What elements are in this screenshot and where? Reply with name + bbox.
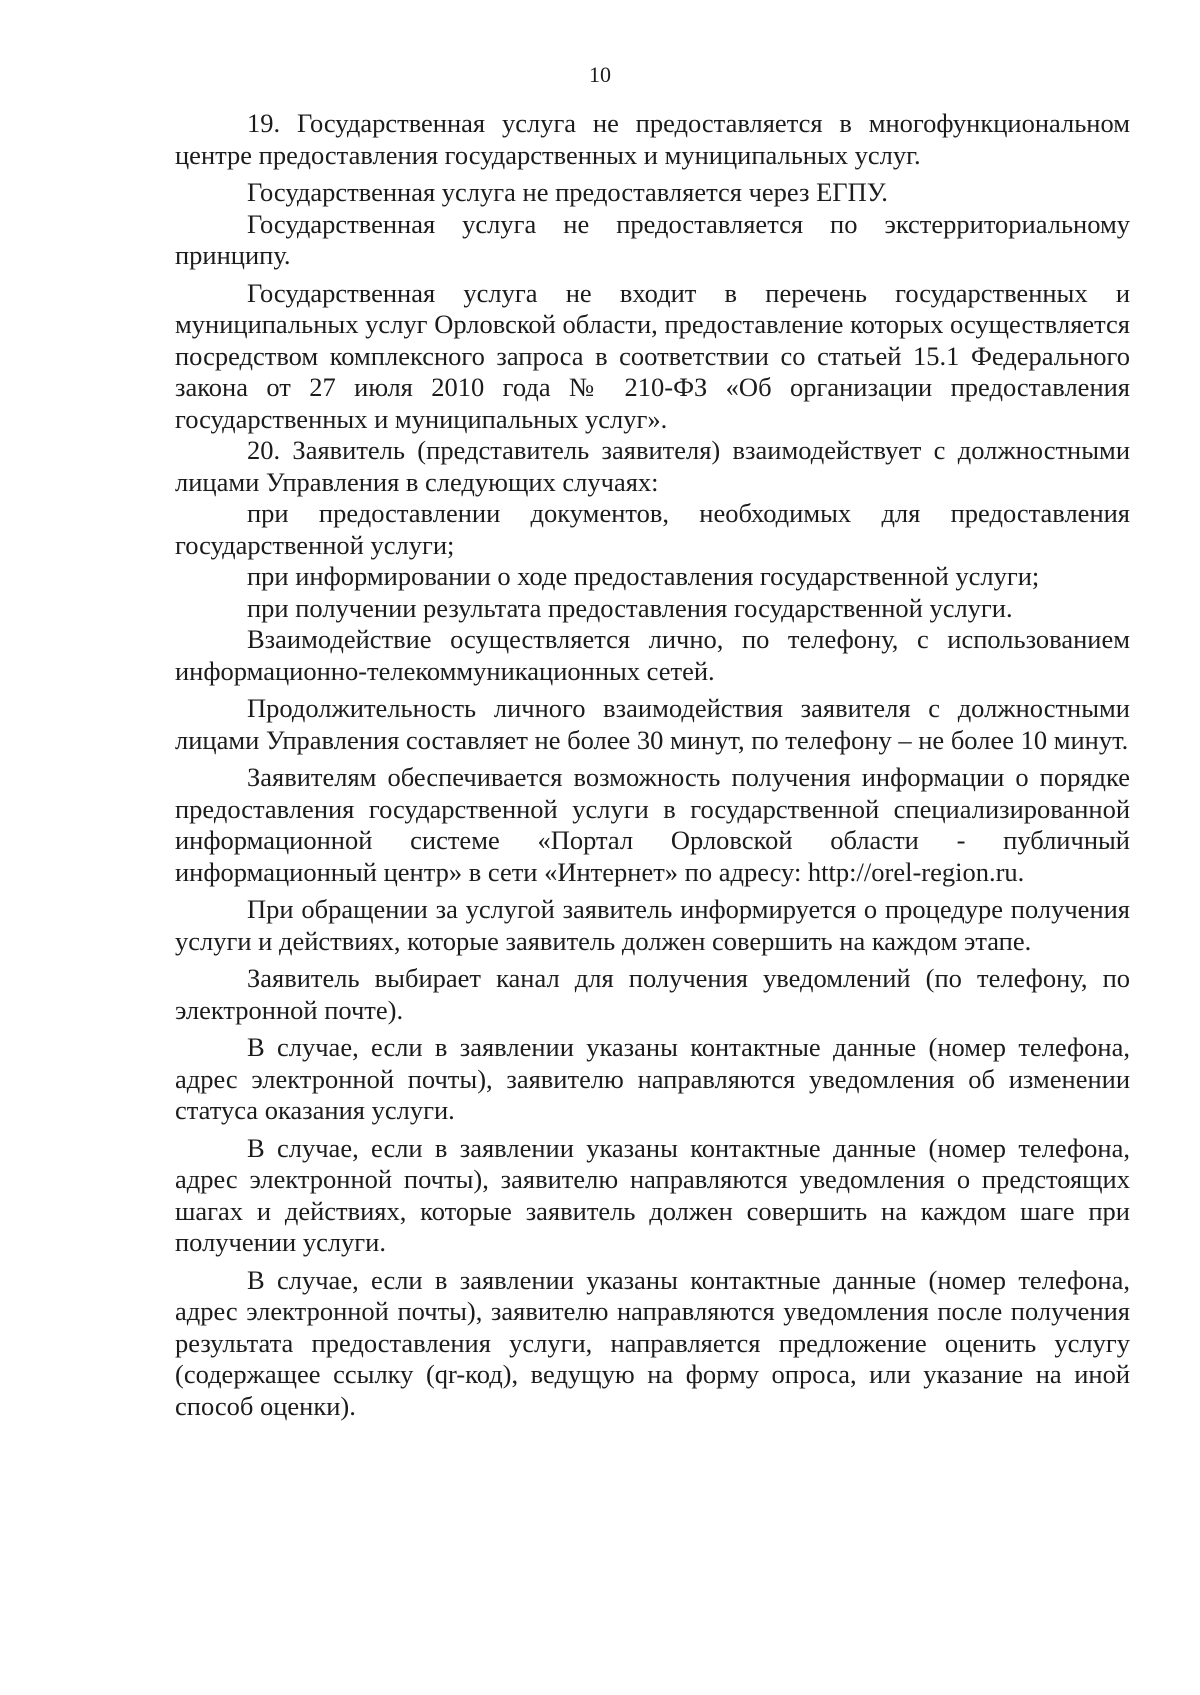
document-body	[175, 108, 1130, 1422]
paragraph-20: 20. Заявитель (представитель заявителя) взаимодействует с должностными лицами Управления в следующих случаях:	[175, 435, 1130, 497]
page-number: 10	[589, 62, 611, 87]
paragraph-exterritorial: Государственная услуга не предоставляется по экстерриториальному принципу.	[175, 208, 1130, 270]
paragraph-status-notifications: В случае, если в заявлении указаны контактные данные (номер телефона, адрес электронной почты), заявителю направляются уведомления об изменении статуса оказания услуги.	[175, 1032, 1130, 1125]
paragraph-egpu: Государственная услуга не предоставляется через ЕГПУ.	[247, 177, 888, 207]
paragraph-result-notifications: В случае, если в заявлении указаны контактные данные (номер телефона, адрес электронной почты), заявителю направляются уведомления после получения результата предоставления услуги, направляется предложение оценить услугу (содержащее ссылку (qr-код), ведущую на форму опроса, или указание на иной способ оценки).	[175, 1264, 1130, 1421]
paragraph-duration: Продолжительность личного взаимодействия заявителя с должностными лицами Управления составляет не более 30 минут, по телефону – не более 10 минут.	[175, 693, 1130, 755]
paragraph-steps-notifications: В случае, если в заявлении указаны контактные данные (номер телефона, адрес электронной почты), заявителю направляются уведомления о предстоящих шагах и действиях, которые заявитель должен совершить на каждом шаге при получении услуги.	[175, 1132, 1130, 1257]
list-item-informing: при информировании о ходе предоставления государственной услуги;	[247, 561, 1040, 591]
paragraph-interaction-channels: Взаимодействие осуществляется лично, по телефону, с использованием информационно-телекоммуникационных сетей.	[175, 624, 1130, 686]
paragraph-notification-channel: Заявитель выбирает канал для получения уведомлений (по телефону, по электронной почте).	[175, 963, 1130, 1025]
list-item-documents: при предоставлении документов, необходимых для предоставления государственной услуги;	[175, 498, 1130, 560]
paragraph-complex-request: Государственная услуга не входит в перечень государственных и муниципальных услуг Орловской области, предоставление которых осуществляется посредством комплексного запроса в соответствии со статьей 15.1 Федерального закона от 27 июля 2010 года № 210-ФЗ «Об организации предоставления государственных и муниципальных услуг».	[175, 277, 1130, 434]
list-item-result: при получении результата предоставления государственной услуги.	[247, 592, 1013, 623]
paragraph-portal: Заявителям обеспечивается возможность получения информации о порядке предоставления государственной услуги в государственной специализированной информационной системе «Портал Орловской области - публичный информационный центр» в сети «Интернет» по адресу: http://orel-region.ru.	[175, 762, 1130, 887]
paragraph-19: 19. Государственная услуга не предоставляется в многофункциональном центре предоставления государственных и муниципальных услуг.	[175, 108, 1130, 170]
paragraph-procedure-info: При обращении за услугой заявитель информируется о процедуре получения услуги и действиях, которые заявитель должен совершить на каждом этапе.	[175, 894, 1130, 956]
